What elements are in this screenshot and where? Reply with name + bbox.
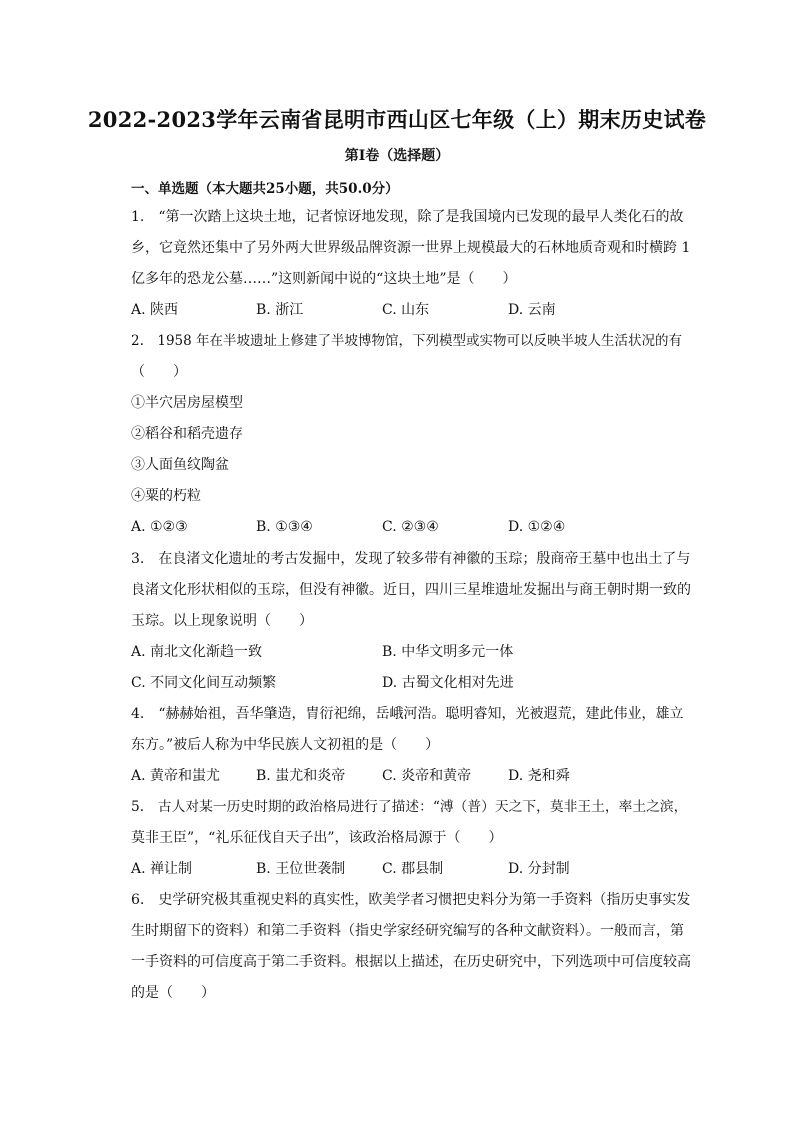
- question-1-line-1: 1. “第一次踏上这块土地，记者惊讶地发现，除了是我国境内已发现的最早人类化石的故: [131, 209, 684, 225]
- question-3-option-b: B. 中华文明多元一体: [382, 644, 514, 660]
- section-heading: 一、单选题（本大题共25小题，共50.0分）: [131, 181, 399, 197]
- question-1-option-c: C. 山东: [382, 302, 430, 318]
- question-1-line-2: 乡，它竟然还集中了另外两大世界级品牌资源一世界上规模最大的石林地质奇观和时横跨 1: [131, 240, 691, 256]
- question-5-option-b: B. 王位世袭制: [256, 861, 346, 877]
- question-5-option-c: C. 郡县制: [382, 861, 444, 877]
- question-3-option-d: D. 古蜀文化相对先进: [382, 675, 514, 691]
- question-5-line-1: 5. 古人对某一历史时期的政治格局进行了描述：“溥（普）天之下，莫非王土，率土之滨，: [131, 799, 688, 815]
- question-4-option-c: C. 炎帝和黄帝: [382, 768, 472, 784]
- question-6-line-2: 生时期留下的资料）和第二手资料（指史学家经研究编写的各种文献资料）。一般而言，第: [131, 923, 684, 939]
- exam-subtitle: 第I卷（选择题）: [344, 148, 450, 164]
- question-2-option-a: A. ①②③: [131, 519, 188, 535]
- question-6-line-3: 一手资料的可信度高于第二手资料。根据以上描述，在历史研究中，下列选项中可信度较高: [131, 954, 691, 970]
- question-2-item-3: ③人面鱼纹陶盆: [131, 457, 229, 473]
- question-3-line-2: 良渚文化形状相似的玉琮，但没有神徽。近日，四川三星堆遗址发掘出与商王朝时期一致的: [131, 582, 691, 598]
- question-3-option-a: A. 南北文化渐趋一致: [131, 644, 263, 660]
- question-5-option-a: A. 禅让制: [131, 861, 193, 877]
- question-1-option-a: A. 陕西: [131, 302, 179, 318]
- exam-title: 2022-2023学年云南省昆明市西山区七年级（上）期末历史试卷: [87, 107, 707, 132]
- question-2-option-d: D. ①②④: [508, 519, 566, 535]
- question-3-option-c: C. 不同文化间互动频繁: [131, 675, 277, 691]
- question-4-option-d: D. 尧和舜: [508, 768, 570, 784]
- question-3-line-1: 3. 在良渚文化遗址的考古发掘中，发现了较多带有神徽的玉琮；殷商帝王墓中也出土了与: [131, 551, 691, 567]
- question-2-line-1: 2. 1958 年在半坡遗址上修建了半坡博物馆，下列模型或实物可以反映半坡人生活状况的有: [131, 333, 683, 349]
- question-6-line-4: 的是（ ）: [131, 985, 215, 1001]
- question-5-option-d: D. 分封制: [508, 861, 570, 877]
- question-1-line-3: 亿多年的恐龙公墓……”这则新闻中说的“这块土地”是（ ）: [131, 271, 517, 287]
- question-2-item-2: ②稻谷和稻壳遗存: [131, 426, 243, 442]
- question-2-item-1: ①半穴居房屋模型: [131, 395, 243, 411]
- question-4-line-2: 东方。”被后人称为中华民族人文初祖的是（ ）: [131, 737, 440, 753]
- question-1-option-b: B. 浙江: [256, 302, 304, 318]
- question-6-line-1: 6. 史学研究极其重视史料的真实性，欧美学者习惯把史料分为第一手资料（指历史事实发: [131, 892, 691, 908]
- question-2-option-b: B. ①③④: [256, 519, 313, 535]
- question-4-option-b: B. 蚩尤和炎帝: [256, 768, 346, 784]
- question-5-line-2: 莫非王臣”，“礼乐征伐自天子出”，该政治格局源于（ ）: [131, 830, 503, 846]
- question-4-line-1: 4. “赫赫始祖，吾华肇造，胄衍祀绵，岳峨河浩。聪明睿知，光被遐荒，建此伟业，雄立: [131, 706, 684, 722]
- question-2-item-4: ④粟的朽粒: [131, 488, 201, 504]
- question-2-line-2: （ ）: [131, 364, 187, 380]
- question-4-option-a: A. 黄帝和蚩尤: [131, 768, 221, 784]
- question-2-option-c: C. ②③④: [382, 519, 439, 535]
- question-3-line-3: 玉琮。以上现象说明（ ）: [131, 613, 313, 629]
- question-1-option-d: D. 云南: [508, 302, 556, 318]
